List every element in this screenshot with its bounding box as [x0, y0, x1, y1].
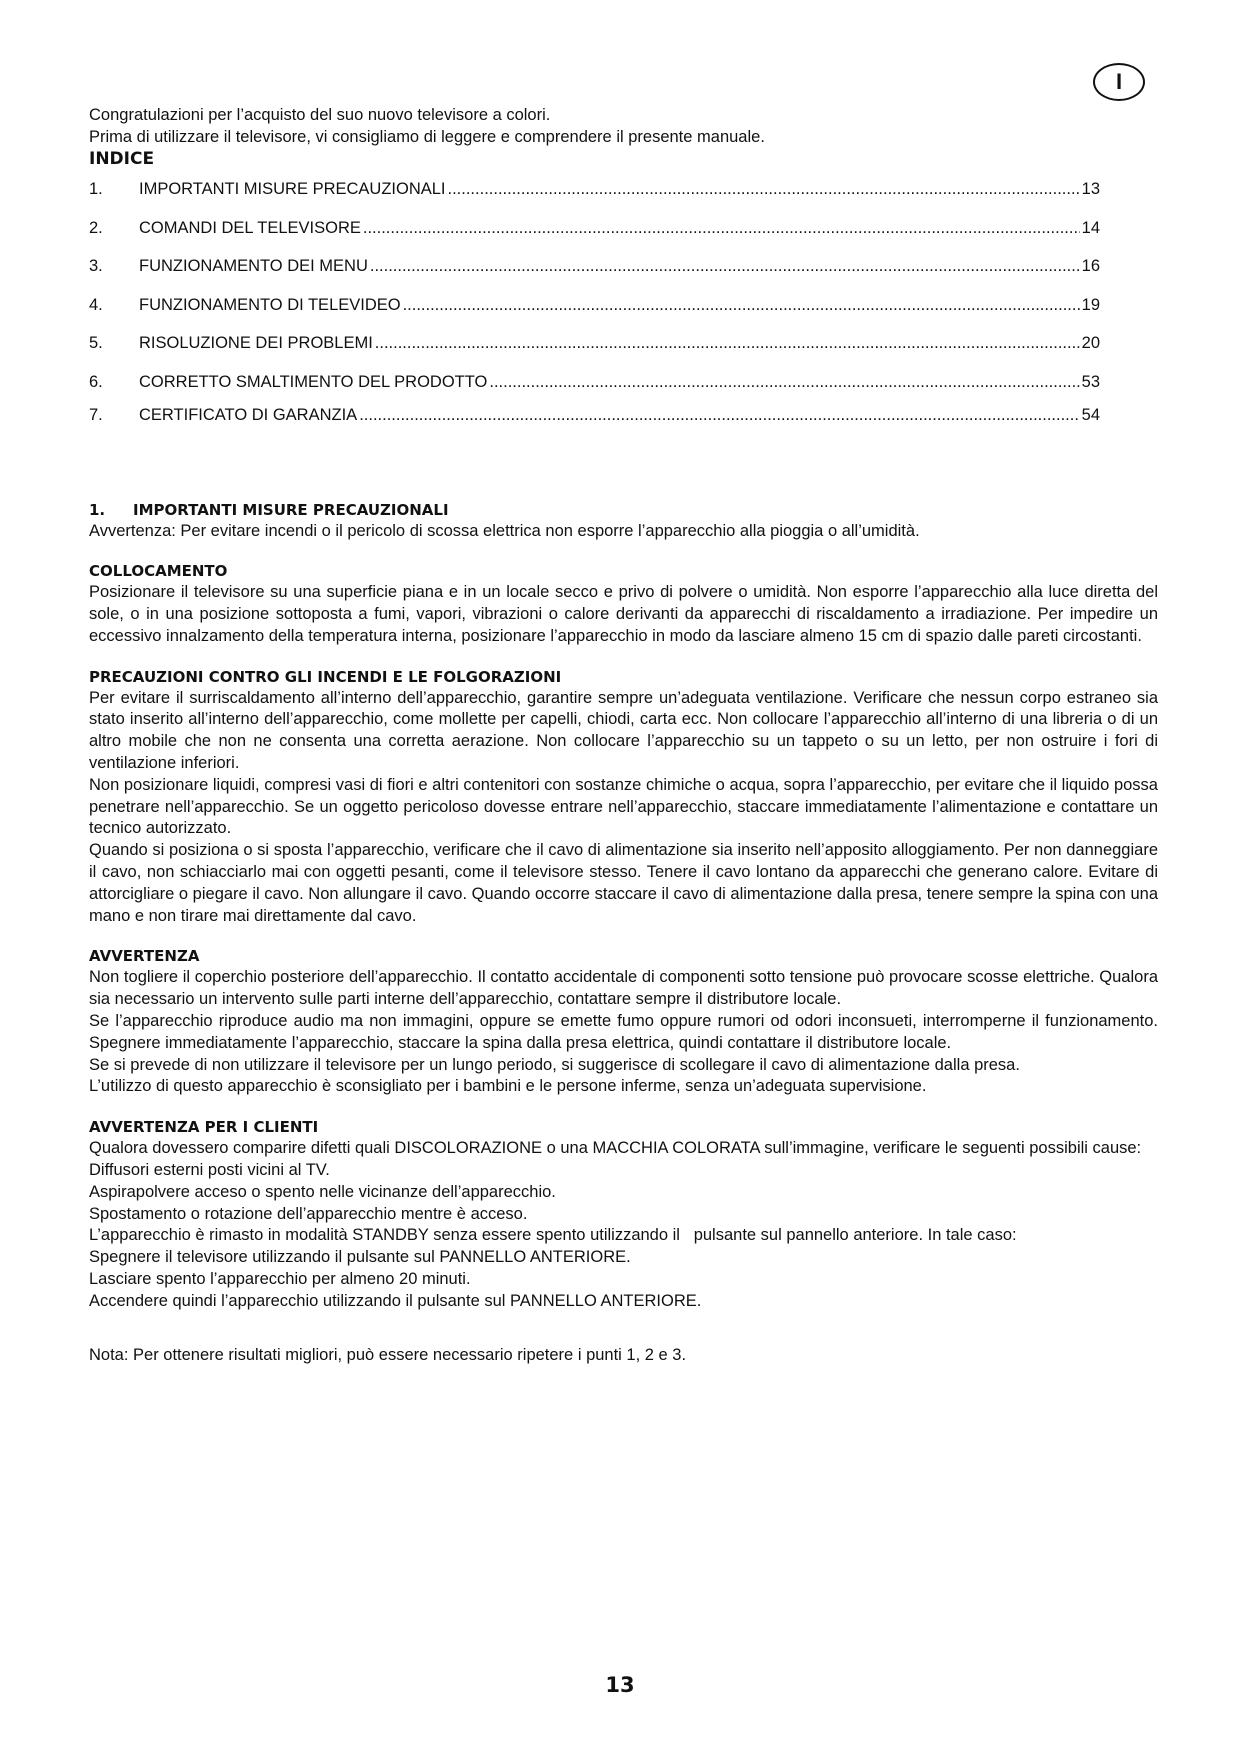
clienti-line: Lasciare spento l’apparecchio per almeno 20 minuti. [89, 1270, 471, 1289]
section-1-number: 1. [89, 500, 106, 519]
toc-item-number: 1. [89, 180, 103, 198]
toc-item-page: 14 [1081, 218, 1100, 237]
toc-item-title: FUNZIONAMENTO DI TELEVIDEO [139, 295, 401, 314]
toc-item-title: FUNZIONAMENTO DEI MENU [139, 257, 368, 275]
toc-item-page: 16 [1081, 257, 1100, 275]
toc-item[interactable] [89, 404, 1100, 437]
toc-item-title: COMANDI DEL TELEVISORE [139, 218, 361, 237]
toc-item-number: 4. [89, 295, 103, 314]
toc-item[interactable] [89, 294, 1100, 333]
toc-item-number: 6. [89, 372, 103, 391]
intro-line-2: Prima di utilizzare il televisore, vi consigliamo di leggere e comprendere il presente manuale. [89, 128, 765, 146]
toc-item[interactable] [89, 332, 1100, 371]
language-badge: I [1093, 63, 1145, 101]
precauzioni-paragraph: Quando si posiziona o si sposta l’apparecchio, verificare che il cavo di alimentazione sia inserito nell’apposito alloggiamento. Per non danneggiare il cavo, non schiacciarlo mai con oggetti pesanti, come il televisore stesso. Tenere il cavo lontano da apparecchi che generano calore. Evitare di attorcigliare o piegare il cavo. Non allungare il cavo. Quando occorre staccare il cavo di alimentazione dalla presa, tenere sempre la spina con una mano e non tirare mai direttamente dal cavo. [89, 841, 1158, 925]
toc-item-page: 54 [1081, 405, 1100, 424]
toc-item[interactable] [89, 371, 1100, 404]
precauzioni-heading: PRECAUZIONI CONTRO GLI INCENDI E LE FOLGORAZIONI [89, 667, 562, 686]
toc-item-number: 2. [89, 218, 103, 237]
toc-item-number: 7. [89, 405, 103, 424]
clienti-line: L’apparecchio è rimasto in modalità STANDBY senza essere spento utilizzando il pulsante sul pannello anteriore. In tale caso: [89, 1226, 1017, 1245]
section-1-warning: Avvertenza: Per evitare incendi o il pericolo di scossa elettrica non esporre l’apparecchio alla pioggia o all’umidità. [89, 521, 920, 540]
section-1-heading [89, 499, 1158, 521]
toc-leader-dots [363, 217, 1080, 239]
toc-leader-dots [375, 332, 1080, 354]
clienti-line: Spegnere il televisore utilizzando il pulsante sul PANNELLO ANTERIORE. [89, 1248, 631, 1267]
index-title: INDICE [89, 149, 155, 169]
toc-item-page: 19 [1081, 295, 1100, 314]
toc-item-page: 53 [1081, 372, 1100, 391]
clienti-line: Spostamento o rotazione dell’apparecchio mentre è acceso. [89, 1204, 528, 1223]
toc-leader-dots [359, 404, 1079, 426]
avvertenza-paragraph: Se si prevede di non utilizzare il televisore per un lungo periodo, si suggerisce di scollegare il cavo di alimentazione dalla presa. [89, 1055, 1020, 1074]
toc-item-page: 20 [1081, 334, 1100, 352]
toc-leader-dots [370, 255, 1080, 277]
toc-leader-dots [448, 178, 1080, 200]
nota-text: Nota: Per ottenere risultati migliori, può essere necessario ripetere i punti 1, 2 e 3. [89, 1345, 687, 1364]
toc-item-number: 3. [89, 257, 103, 275]
avvertenza-paragraph: Non togliere il coperchio posteriore dell’apparecchio. Il contatto accidentale di componenti sotto tensione può provocare scosse elettriche. Qualora sia necessario un intervento sulle parti interne dell’apparecchio, contattare sempre il distributore locale. [89, 968, 1158, 1009]
page-number: 13 [605, 1673, 635, 1697]
intro-line-1: Congratulazioni per l’acquisto del suo nuovo televisore a colori. [89, 106, 551, 124]
page-content [89, 104, 1158, 1366]
precauzioni-paragraph: Non posizionare liquidi, compresi vasi di fiori e altri contenitori con sostanze chimiche o acqua, sopra l’apparecchio, per evitare che il liquido possa penetrare nell’apparecchio. Se un oggetto pericoloso dovesse entrare nell’apparecchio, staccare immediatamente l’alimentazione e contattare un tecnico autorizzato. [89, 775, 1158, 838]
avvertenza-paragraph: Se l’apparecchio riproduce audio ma non immagini, oppure se emette fumo oppure rumori od odori inconsueti, interromperne il funzionamento. Spegnere immediatamente l’apparecchio, staccare la spina dalla presa elettrica, quindi contattare il distributore locale. [89, 1012, 1158, 1052]
clienti-line: Aspirapolvere acceso o spento nelle vicinanze dell’apparecchio. [89, 1182, 556, 1201]
table-of-contents [89, 178, 1100, 437]
toc-item[interactable] [89, 178, 1100, 217]
toc-item-page: 13 [1081, 180, 1100, 198]
toc-item-title: CORRETTO SMALTIMENTO DEL PRODOTTO [139, 372, 488, 391]
toc-item-title: RISOLUZIONE DEI PROBLEMI [139, 334, 373, 352]
clienti-paragraph: Qualora dovessero comparire difetti quali DISCOLORAZIONE o una MACCHIA COLORATA sull’immagine, verificare le seguenti possibili cause: [89, 1139, 1142, 1158]
precauzioni-paragraph: Per evitare il surriscaldamento all’interno dell’apparecchio, garantire sempre un’adeguata ventilazione. Verificare che nessun corpo estraneo sia stato inserito all’interno dell’apparecchio, come mollette per capelli, chiodi, carta ecc. Non collocare l’apparecchio all’interno di una libreria o di un altro mobile che non ne consenta una corretta aerazione. Non collocare l’apparecchio su un tappeto o su un letto, per non ostruire i fori di ventilazione inferiori. [89, 688, 1158, 773]
clienti-line: Accendere quindi l’apparecchio utilizzando il pulsante sul PANNELLO ANTERIORE. [89, 1291, 702, 1310]
toc-item[interactable] [89, 255, 1100, 294]
section-1-title: IMPORTANTI MISURE PRECAUZIONALI [133, 500, 449, 519]
toc-leader-dots [489, 371, 1079, 393]
clienti-heading: AVVERTENZA PER I CLIENTI [89, 1118, 319, 1137]
toc-item-title: IMPORTANTI MISURE PRECAUZIONALI [139, 180, 446, 198]
toc-leader-dots [403, 294, 1080, 316]
collocamento-text: Posizionare il televisore su una superficie piana e in un locale secco e privo di polvere o umidità. Non esporre l’apparecchio alla luce diretta del sole, o in una posizione sottoposta a fumi, vapori, vibrazioni o calore derivanti da apparecchi di riscaldamento a irradiazione. Per impedire un eccessivo innalzamento della temperatura interna, posizionare l’apparecchio in modo da lasciare almeno 15 cm di spazio dalle pareti circostanti. [89, 583, 1158, 645]
avvertenza-paragraph: L’utilizzo di questo apparecchio è sconsigliato per i bambini e le persone inferme, senza un’adeguata supervisione. [89, 1077, 927, 1096]
clienti-line: Diffusori esterni posti vicini al TV. [89, 1161, 330, 1180]
collocamento-heading: COLLOCAMENTO [89, 562, 228, 581]
toc-item-title: CERTIFICATO DI GARANZIA [139, 405, 358, 424]
toc-item-number: 5. [89, 334, 103, 352]
avvertenza-heading: AVVERTENZA [89, 947, 200, 966]
toc-item[interactable] [89, 217, 1100, 256]
